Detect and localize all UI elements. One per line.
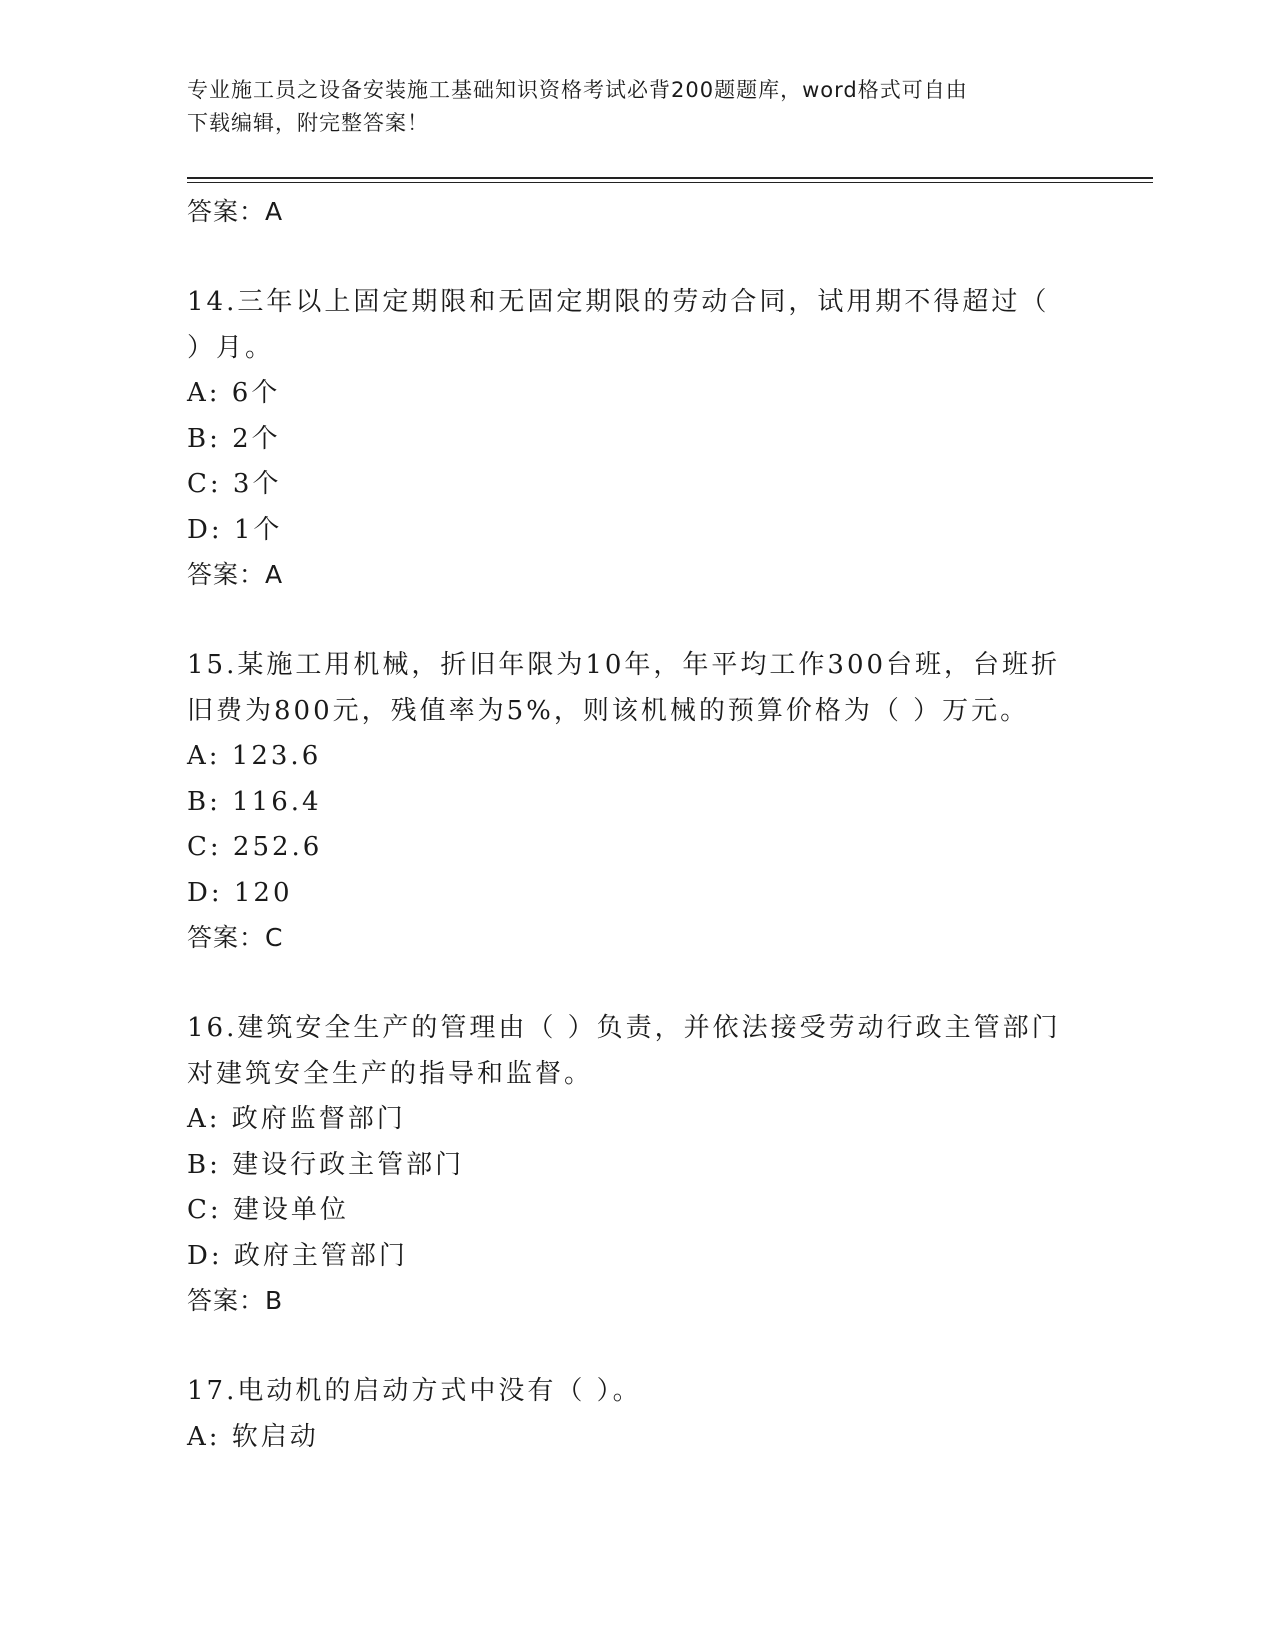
answer-line: 答案：B xyxy=(187,1286,284,1315)
question-text-line: 15.某施工用机械，折旧年限为10年，年平均工作300台班，台班折 xyxy=(187,650,1061,680)
option-c: C: 3个 xyxy=(187,469,282,499)
question-14 xyxy=(187,280,1067,597)
header-line-1: 专业施工员之设备安装施工基础知识资格考试必背200题题库，word格式可自由 xyxy=(187,78,968,102)
question-text-line: ）月。 xyxy=(187,332,275,363)
header-line-2: 下载编辑，附完整答案！ xyxy=(187,111,429,135)
option-a: A: 123.6 xyxy=(187,741,322,771)
question-text-line: 16.建筑安全生产的管理由（ ）负责，并依法接受劳动行政主管部门 xyxy=(187,1013,1061,1043)
spacer xyxy=(187,597,1067,643)
question-16 xyxy=(187,1006,1067,1323)
option-b: B: 建设行政主管部门 xyxy=(187,1149,465,1180)
option-c: C: 252.6 xyxy=(187,832,323,862)
option-d: D: 120 xyxy=(187,877,293,908)
document-header xyxy=(187,74,1087,140)
option-a: A: 6个 xyxy=(187,378,281,408)
option-a: A: 政府监督部门 xyxy=(187,1104,406,1134)
question-text-line: 14.三年以上固定期限和无固定期限的劳动合同，试用期不得超过（ xyxy=(187,287,1050,317)
answer-line: 答案：A xyxy=(187,560,284,589)
answer-line: 答案：C xyxy=(187,923,284,952)
spacer xyxy=(187,234,1067,280)
option-c: C: 建设单位 xyxy=(187,1195,349,1225)
option-d: D: 政府主管部门 xyxy=(187,1240,408,1271)
question-text-line: 对建筑安全生产的指导和监督。 xyxy=(187,1058,594,1089)
document-body xyxy=(187,190,1067,1460)
answer-line: 答案：A xyxy=(187,197,284,226)
spacer xyxy=(187,960,1067,1006)
question-15 xyxy=(187,643,1067,960)
question-text-line: 旧费为800元，残值率为5%，则该机械的预算价格为（ ）万元。 xyxy=(187,695,1030,726)
question-text-line: 17.电动机的启动方式中没有（ ）。 xyxy=(187,1376,642,1406)
option-a: A: 软启动 xyxy=(187,1421,319,1452)
option-d: D: 1个 xyxy=(187,514,283,545)
question-17 xyxy=(187,1369,1067,1460)
option-b: B: 2个 xyxy=(187,423,281,454)
option-b: B: 116.4 xyxy=(187,786,322,817)
header-divider xyxy=(187,177,1153,183)
spacer xyxy=(187,1323,1067,1369)
